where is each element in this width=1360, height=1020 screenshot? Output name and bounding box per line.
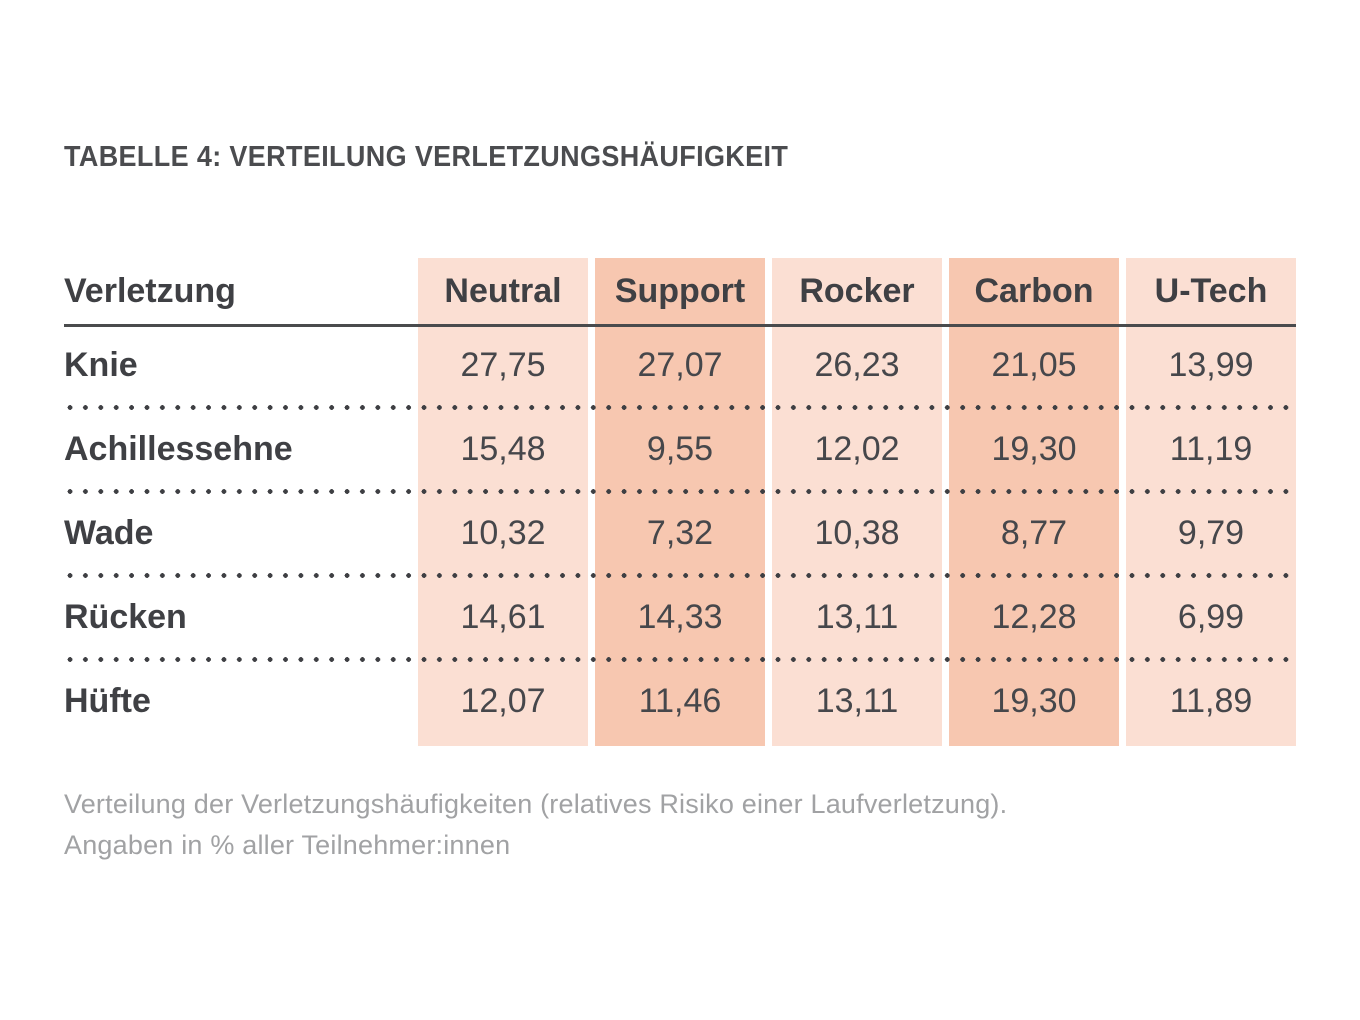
column-header-verletzung: Verletzung	[64, 271, 236, 310]
cell-value: 11,46	[638, 682, 722, 720]
cell-value: 11,89	[1169, 682, 1253, 720]
column-header-utech: U-Tech	[1154, 271, 1268, 310]
injury-frequency-table	[64, 258, 1296, 740]
cell-value: 19,30	[991, 430, 1077, 468]
cell-value: 27,07	[637, 346, 723, 384]
cell-value: 13,99	[1168, 346, 1254, 384]
column-header-neutral: Neutral	[444, 271, 562, 310]
cell-value: 12,28	[991, 598, 1077, 636]
table-row-huefte	[64, 663, 1296, 740]
cell-value: 14,33	[637, 598, 723, 636]
row-label: Achillessehne	[64, 430, 293, 468]
row-label: Rücken	[64, 598, 187, 636]
cell-value: 14,61	[460, 598, 546, 636]
footnote-line-1: Verteilung der Verletzungshäufigkeiten (relatives Risiko einer Laufverletzung).	[64, 789, 1008, 819]
table-row-ruecken	[64, 579, 1296, 656]
cell-value: 11,19	[1169, 430, 1253, 468]
dotted-separator	[64, 404, 1296, 411]
cell-value: 9,79	[1177, 514, 1245, 552]
cell-value: 13,11	[815, 598, 899, 636]
row-label: Hüfte	[64, 682, 151, 720]
table-row-wade	[64, 495, 1296, 572]
cell-value: 7,32	[646, 514, 714, 552]
column-header-carbon: Carbon	[974, 271, 1094, 310]
dotted-separator	[64, 488, 1296, 495]
header-row	[64, 258, 1296, 327]
cell-value: 8,77	[1000, 514, 1068, 552]
dotted-separator	[64, 572, 1296, 579]
cell-value: 9,55	[646, 430, 714, 468]
cell-value: 12,07	[460, 682, 546, 720]
cell-value: 21,05	[991, 346, 1077, 384]
cell-value: 10,32	[460, 514, 546, 552]
cell-value: 10,38	[814, 514, 900, 552]
cell-value: 26,23	[814, 346, 900, 384]
table-title: TABELLE 4: VERTEILUNG VERLETZUNGSHÄUFIGKEIT	[64, 141, 789, 173]
table-footnote	[64, 784, 1007, 866]
dotted-separator	[64, 656, 1296, 663]
table-grid	[64, 258, 1296, 740]
cell-value: 27,75	[460, 346, 546, 384]
cell-value: 12,02	[814, 430, 900, 468]
column-header-rocker: Rocker	[799, 271, 915, 310]
cell-value: 19,30	[991, 682, 1077, 720]
cell-value: 15,48	[460, 430, 546, 468]
column-header-support: Support	[614, 271, 746, 310]
cell-value: 13,11	[815, 682, 899, 720]
table-row-achillessehne	[64, 411, 1296, 488]
row-label: Wade	[64, 514, 154, 552]
row-label: Knie	[64, 346, 138, 384]
table-row-knie	[64, 327, 1296, 404]
cell-value: 6,99	[1177, 598, 1245, 636]
footnote-line-2: Angaben in % aller Teilnehmer:innen	[64, 830, 511, 860]
